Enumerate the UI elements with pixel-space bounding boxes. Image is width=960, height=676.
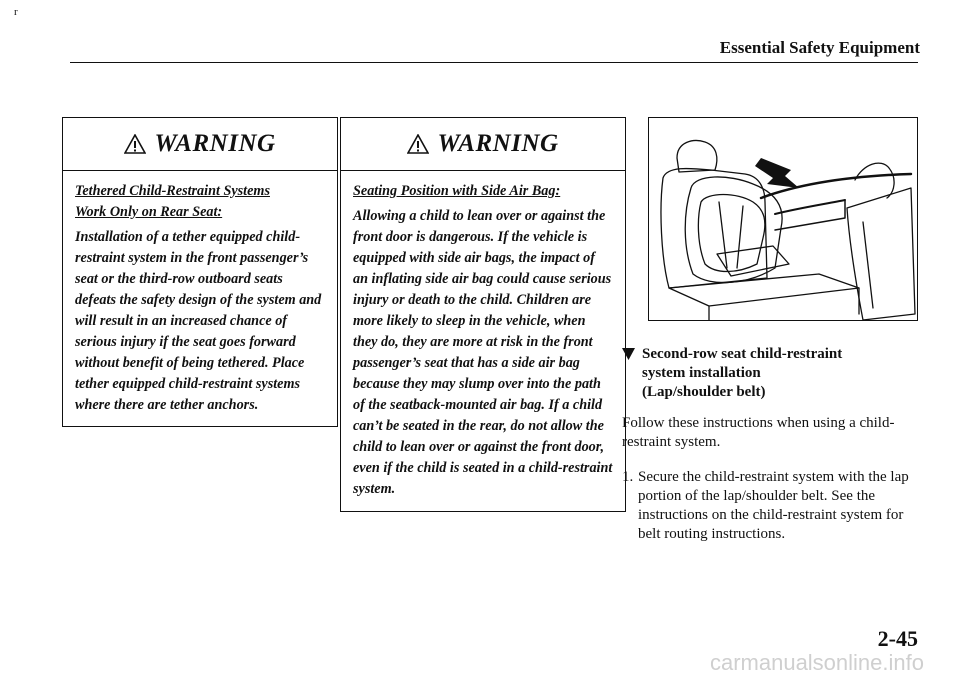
seat-belt-illustration [648, 117, 918, 321]
step-text: Secure the child-restraint system with the lap portion of the lap/shoulder belt. See the instructions on the child-restraint system for belt routing instructions. [638, 469, 909, 542]
warning-title: WARNING [437, 130, 559, 157]
warning-subheading-line1: Tethered Child-Restraint Systems [75, 183, 270, 199]
warning-text: Installation of a tether equipped child-restraint system in the front passenger’s seat or the third-row outboard seats defeats the safety design of the system and will result in an increased chance of serious injury if the seat goes forward without benefit of being tethered. Place tether equipped child-restraint systems where there are tether anchors. [75, 229, 322, 413]
section-heading [622, 345, 922, 402]
down-triangle-icon [622, 348, 635, 360]
warning-header [63, 118, 337, 171]
intro-paragraph: Follow these instructions when using a child-restraint system. [622, 415, 895, 450]
watermark: carmanualsonline.info [709, 650, 924, 675]
header-title: Essential Safety Equipment [719, 38, 920, 57]
warning-subheading-line2: Work Only on Rear Seat: [75, 204, 223, 220]
page-number: 2-45 [877, 626, 918, 651]
child-seat-diagram-icon [649, 118, 917, 320]
warning-body [341, 171, 625, 510]
warning-box-tethered [62, 117, 338, 427]
header-rule [70, 62, 918, 63]
warning-subheading: Seating Position with Side Air Bag: [353, 183, 561, 199]
corner-mark: r [14, 6, 18, 18]
warning-title: WARNING [154, 130, 276, 157]
warning-text: Allowing a child to lean over or against the front door is dangerous. If the vehicle is equipped with side air bags, the impact of an inflating side air bag could cause serious injury or death to the child. Children are more likely to sleep in the vehicle, when they do, they are more at risk in the front passenger’s seat that has a side air bag because they may slump over into the path of the seatback-mounted air bag. If a child can’t be seated in the rear, do not allow the child to lean over or against the front door, even if the child is seated in a child-restraint system. [353, 208, 613, 497]
warning-triangle-icon [124, 134, 146, 154]
warning-box-side-airbag [340, 117, 626, 512]
warning-body [63, 171, 337, 426]
section-heading-text: Second-row seat child-restraint system installation (Lap/shoulder belt) [642, 346, 843, 400]
warning-header [341, 118, 625, 171]
warning-triangle-icon [407, 134, 429, 154]
step-number: 1. [622, 469, 634, 485]
step-item [622, 468, 922, 544]
